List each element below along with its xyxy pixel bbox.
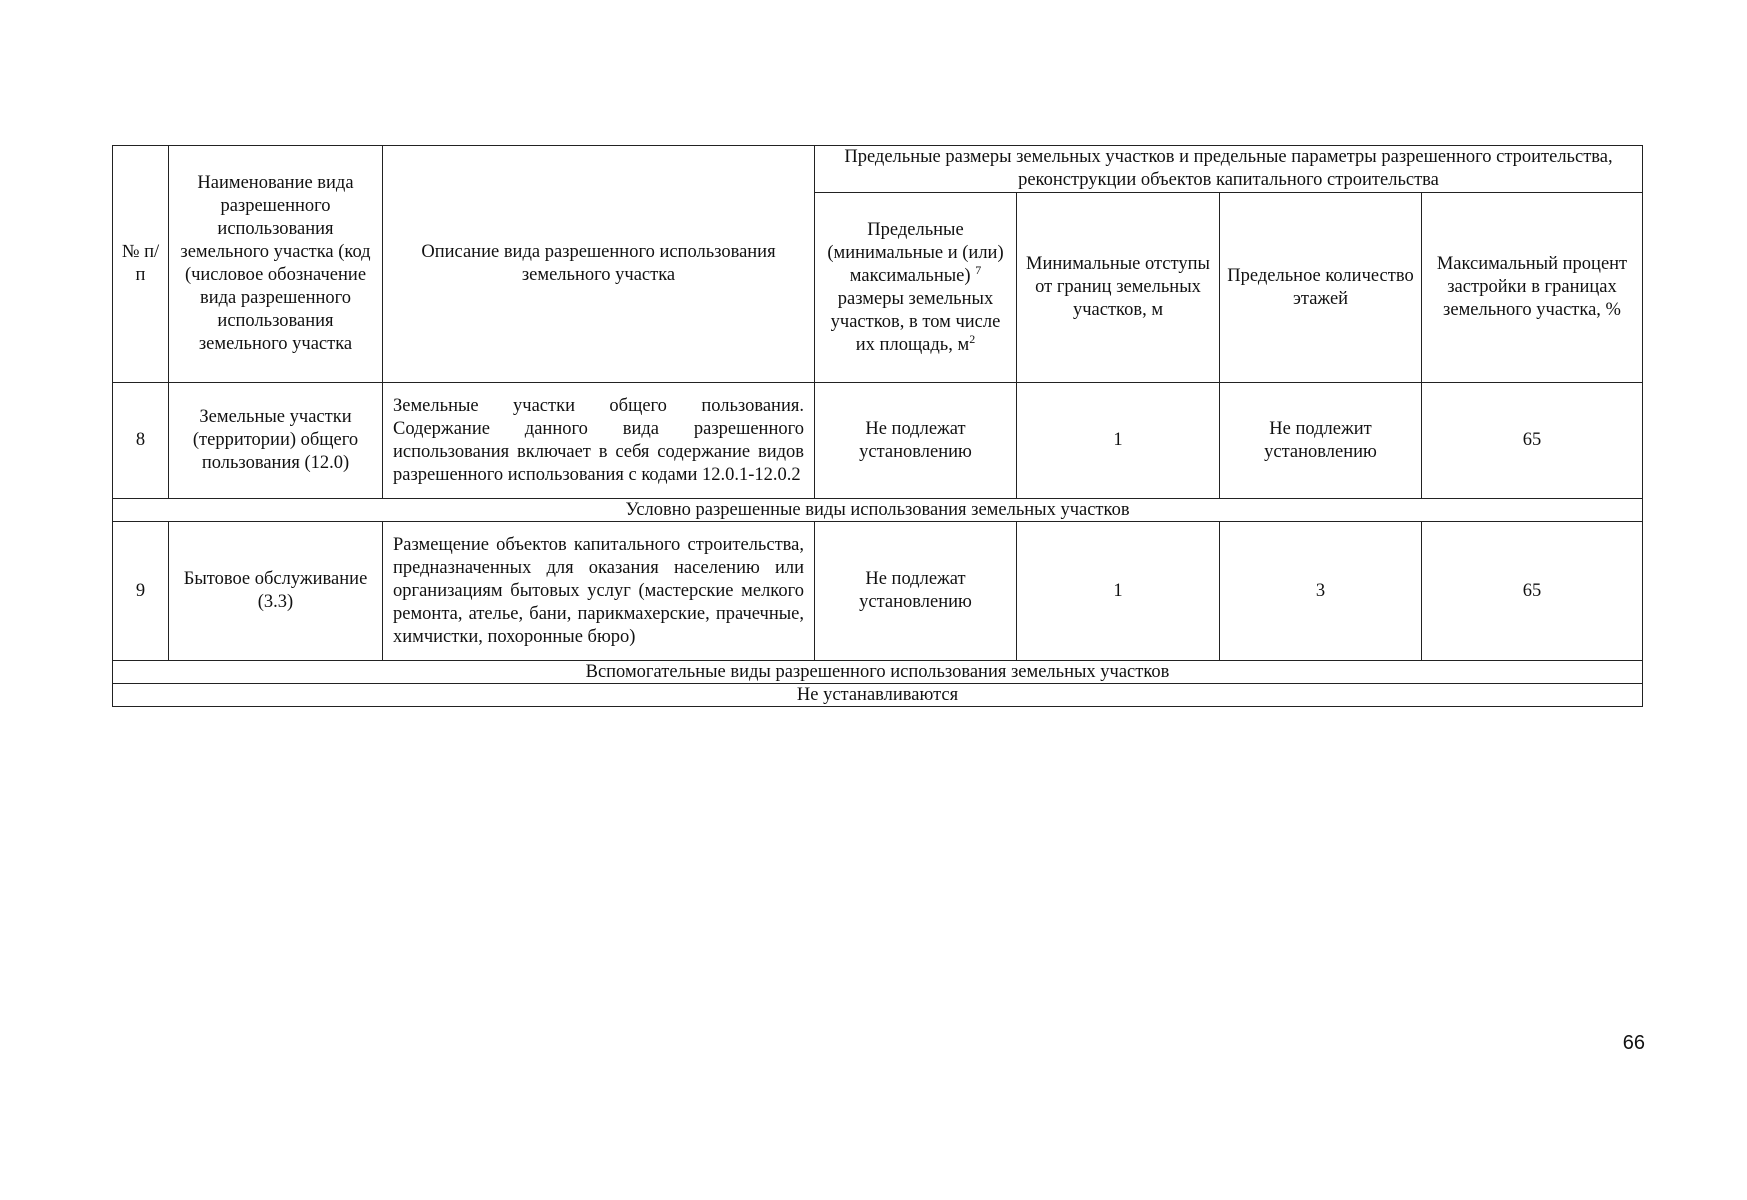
header-row-group	[113, 146, 1643, 193]
row-use-name: Земельные участки (территории) общего пользования (12.0)	[169, 383, 383, 499]
header-limits-group: Предельные размеры земельных участков и предельные параметры разрешенного строительства, реконструкции объектов капитального строительства	[815, 146, 1643, 193]
section-title-conditional: Условно разрешенные виды использования земельных участков	[113, 499, 1643, 522]
header-floors: Предельное количество этажей	[1220, 193, 1422, 383]
header-use-name: Наименование вида разрешенного использования земельного участка (код (числовое обозначение вида разрешенного использования земельного участка	[169, 146, 383, 383]
table-row	[113, 383, 1643, 499]
row-use-name: Бытовое обслуживание (3.3)	[169, 522, 383, 661]
header-num: № п/п	[113, 146, 169, 383]
header-description: Описание вида разрешенного использования земельного участка	[383, 146, 815, 383]
row-size-limits: Не подлежат установлению	[815, 522, 1017, 661]
header-size-limits-unit-power: 2	[969, 331, 976, 346]
row-setback: 1	[1017, 383, 1220, 499]
section-row-auxiliary	[113, 661, 1643, 684]
row-coverage: 65	[1422, 522, 1643, 661]
header-size-limits-text1: Предельные (минимальные и (или) максимальные)	[827, 219, 1004, 286]
section-row-conditional	[113, 499, 1643, 522]
section-title-auxiliary: Вспомогательные виды разрешенного использования земельных участков	[113, 661, 1643, 684]
table-row	[113, 522, 1643, 661]
auxiliary-value: Не устанавливаются	[113, 684, 1643, 707]
row-num: 9	[113, 522, 169, 661]
row-floors: Не подлежит установлению	[1220, 383, 1422, 499]
row-description: Размещение объектов капитального строительства, предназначенных для оказания населению или организациям бытовых услуг (мастерские мелкого ремонта, ателье, бани, парикмахерские, прачечные, химчистки, похоронные бюро)	[383, 522, 815, 661]
row-description: Земельные участки общего пользования. Содержание данного вида разрешенного использования включает в себя содержание видов разрешенного использования с кодами 12.0.1-12.0.2	[383, 383, 815, 499]
auxiliary-value-row	[113, 684, 1643, 707]
header-setbacks: Минимальные отступы от границ земельных участков, м	[1017, 193, 1220, 383]
land-use-regulations-table	[112, 145, 1643, 707]
header-size-limits	[815, 193, 1017, 383]
page-number: 66	[1622, 1032, 1645, 1054]
row-floors: 3	[1220, 522, 1422, 661]
header-size-limits-text2: размеры земельных участков, в том числе их площадь, м	[830, 288, 1001, 355]
header-coverage: Максимальный процент застройки в границах земельного участка, %	[1422, 193, 1643, 383]
row-coverage: 65	[1422, 383, 1643, 499]
row-size-limits: Не подлежат установлению	[815, 383, 1017, 499]
row-num: 8	[113, 383, 169, 499]
header-size-limits-footnote: 7	[975, 262, 982, 277]
row-setback: 1	[1017, 522, 1220, 661]
